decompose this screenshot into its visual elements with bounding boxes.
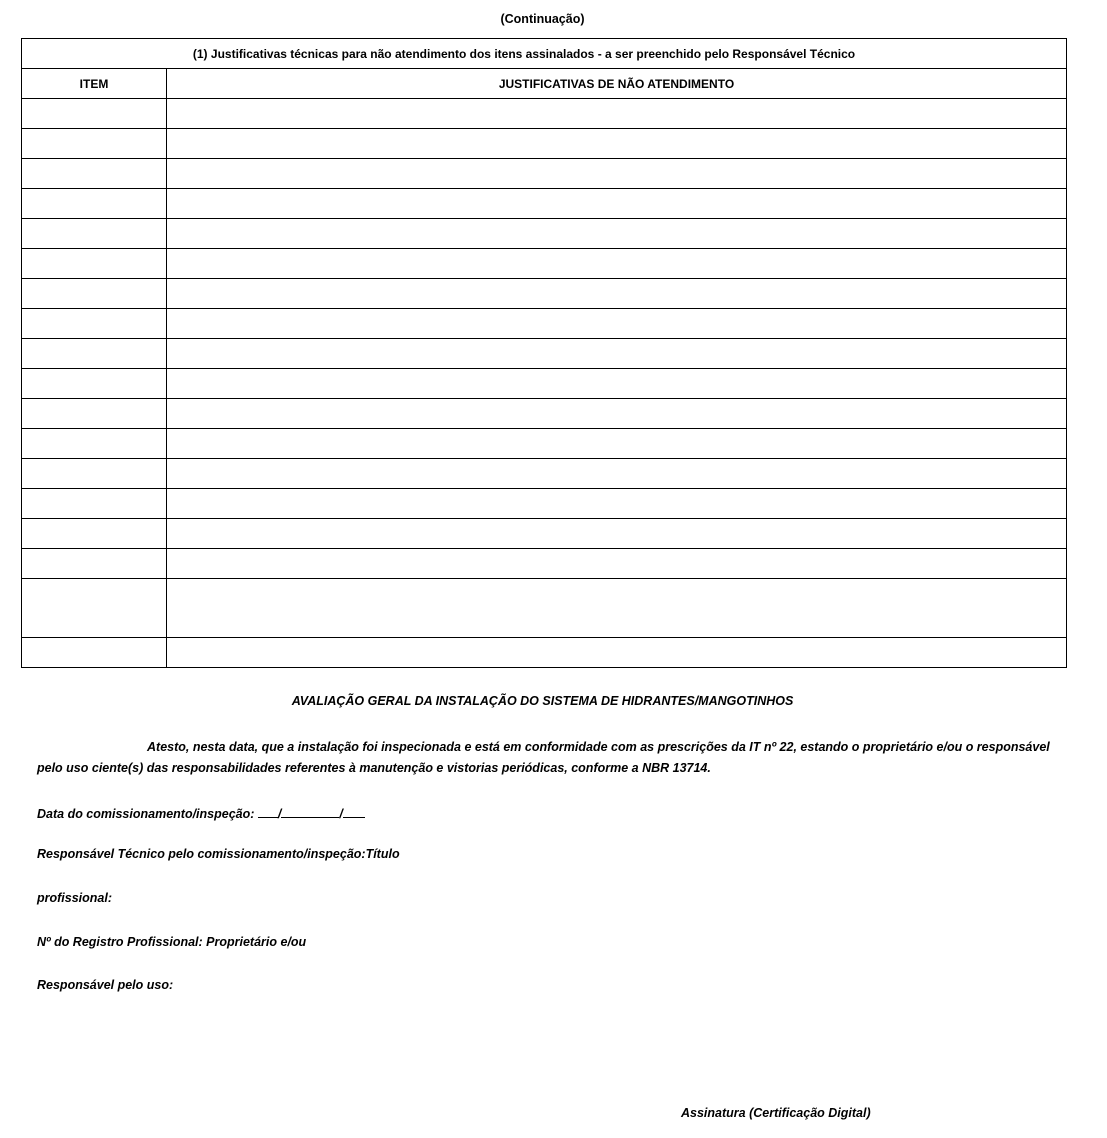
table-body	[22, 99, 1067, 668]
item-cell[interactable]	[22, 159, 167, 189]
item-cell[interactable]	[22, 219, 167, 249]
justification-table	[21, 38, 1067, 668]
item-cell[interactable]	[22, 399, 167, 429]
item-cell[interactable]	[22, 519, 167, 549]
table-row	[22, 369, 1067, 399]
table-row	[22, 189, 1067, 219]
item-cell[interactable]	[22, 189, 167, 219]
justification-cell[interactable]	[167, 579, 1067, 638]
table-row	[22, 519, 1067, 549]
date-day-blank[interactable]	[258, 804, 278, 818]
justification-cell[interactable]	[167, 339, 1067, 369]
responsible-field: Responsável Técnico pelo comissionamento/inspeção:Título	[37, 847, 400, 861]
table-row	[22, 399, 1067, 429]
table-caption: (1) Justificativas técnicas para não atendimento dos itens assinalados - a ser preenchido pelo Responsável Técnico	[22, 39, 1067, 69]
justification-cell[interactable]	[167, 399, 1067, 429]
table-row	[22, 309, 1067, 339]
evaluation-title: AVALIAÇÃO GERAL DA INSTALAÇÃO DO SISTEMA DE HIDRANTES/MANGOTINHOS	[291, 694, 794, 708]
table-row	[22, 489, 1067, 519]
item-cell[interactable]	[22, 129, 167, 159]
item-cell[interactable]	[22, 549, 167, 579]
item-cell[interactable]	[22, 579, 167, 638]
item-cell[interactable]	[22, 489, 167, 519]
justification-cell[interactable]	[167, 279, 1067, 309]
justification-cell[interactable]	[167, 459, 1067, 489]
justification-cell[interactable]	[167, 129, 1067, 159]
date-month-blank[interactable]	[281, 804, 339, 818]
column-header-justification: JUSTIFICATIVAS DE NÃO ATENDIMENTO	[167, 69, 1067, 99]
justification-cell[interactable]	[167, 99, 1067, 129]
signature-label: Assinatura (Certificação Digital)	[681, 1106, 871, 1120]
justification-cell[interactable]	[167, 159, 1067, 189]
item-cell[interactable]	[22, 309, 167, 339]
justification-cell[interactable]	[167, 189, 1067, 219]
justification-cell[interactable]	[167, 369, 1067, 399]
justification-cell[interactable]	[167, 549, 1067, 579]
item-cell[interactable]	[22, 339, 167, 369]
justification-cell[interactable]	[167, 638, 1067, 668]
date-year-blank[interactable]	[343, 804, 365, 818]
table-row	[22, 638, 1067, 668]
table-row	[22, 129, 1067, 159]
continuation-title: (Continuação)	[500, 12, 585, 26]
item-cell[interactable]	[22, 429, 167, 459]
date-separator-2: /	[339, 807, 343, 821]
justification-cell[interactable]	[167, 519, 1067, 549]
table-row	[22, 549, 1067, 579]
table-row	[22, 159, 1067, 189]
table-row	[22, 279, 1067, 309]
item-cell[interactable]	[22, 279, 167, 309]
item-cell[interactable]	[22, 369, 167, 399]
date-field	[37, 804, 365, 821]
table-row	[22, 459, 1067, 489]
professional-field: profissional:	[37, 891, 113, 905]
table-row	[22, 339, 1067, 369]
date-separator-1: /	[277, 807, 282, 821]
item-cell[interactable]	[22, 99, 167, 129]
justification-cell[interactable]	[167, 489, 1067, 519]
registry-field: Nº do Registro Profissional: Proprietário e/ou	[37, 935, 307, 949]
date-label: Data do comissionamento/inspeção:	[37, 807, 255, 821]
table-row	[22, 219, 1067, 249]
justification-cell[interactable]	[167, 219, 1067, 249]
justification-cell[interactable]	[167, 429, 1067, 459]
table-row	[22, 99, 1067, 129]
attestation-text: Atesto, nesta data, que a instalação foi inspecionada e está em conformidade com as prescrições da IT nº 22, estando o proprietário e/ou o responsável pelo uso ciente(s) das responsabilidades referentes à manutenção e vistorias periódicas, conforme a NBR 13714.	[37, 740, 1050, 775]
item-cell[interactable]	[22, 249, 167, 279]
table-row	[22, 579, 1067, 638]
justification-cell[interactable]	[167, 309, 1067, 339]
owner-field: Responsável pelo uso:	[37, 978, 174, 992]
justification-cell[interactable]	[167, 249, 1067, 279]
table-row	[22, 429, 1067, 459]
item-cell[interactable]	[22, 459, 167, 489]
column-header-item: ITEM	[22, 69, 167, 99]
table-row	[22, 249, 1067, 279]
item-cell[interactable]	[22, 638, 167, 668]
